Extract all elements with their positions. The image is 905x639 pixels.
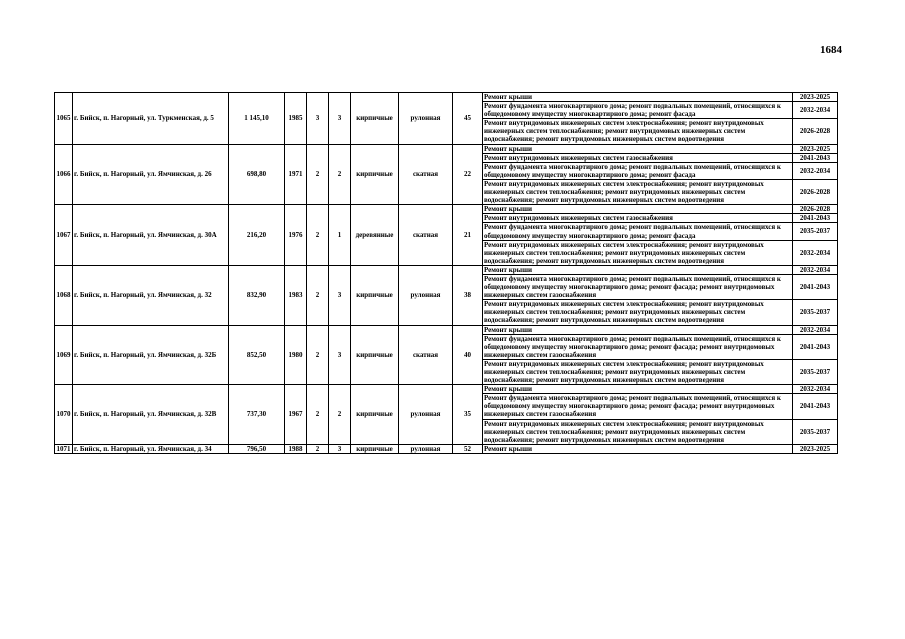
work-period: 2032-2034 <box>793 240 838 265</box>
building-address: г. Бийск, п. Нагорный, ул. Ямчинская, д. 26 <box>73 144 229 205</box>
building-area: 852,50 <box>229 325 285 385</box>
building-roof: рулонная <box>399 93 453 145</box>
building-area: 216,20 <box>229 205 285 266</box>
building-roof: рулонная <box>399 265 453 325</box>
building-entrances: 3 <box>329 444 351 453</box>
work-period: 2041-2043 <box>793 274 838 299</box>
building-area: 737,30 <box>229 385 285 445</box>
work-period: 2032-2034 <box>793 265 838 274</box>
building-apartments: 38 <box>453 265 483 325</box>
building-roof: скатная <box>399 325 453 385</box>
building-apartments: 40 <box>453 325 483 385</box>
building-walls: кирпичные <box>351 385 399 445</box>
table-row <box>55 444 838 453</box>
building-entrances: 1 <box>329 205 351 266</box>
work-description: Ремонт крыши <box>483 205 793 214</box>
page-number: 1684 <box>820 44 842 56</box>
building-entrances: 2 <box>329 385 351 445</box>
table-row <box>55 93 838 102</box>
work-period: 2035-2037 <box>793 223 838 240</box>
building-floors: 2 <box>307 325 329 385</box>
building-area: 1 145,10 <box>229 93 285 145</box>
building-area: 832,90 <box>229 265 285 325</box>
building-address: г. Бийск, п. Нагорный, ул. Ямчинская, д. 34 <box>73 444 229 453</box>
registry-table <box>54 92 838 454</box>
work-description: Ремонт внутридомовых инженерных систем электроснабжения; ремонт внутридомовых инженерных систем теплоснабжения; ремонт внутридомовых инженерных систем водоснабжения; ремонт внутридомовых инженерных систем водоотведения <box>483 119 793 144</box>
building-roof: рулонная <box>399 385 453 445</box>
work-period: 2026-2028 <box>793 179 838 204</box>
work-period: 2032-2034 <box>793 102 838 119</box>
building-floors: 2 <box>307 444 329 453</box>
work-period: 2035-2037 <box>793 300 838 325</box>
building-year: 1967 <box>285 385 307 445</box>
building-number: 1069 <box>55 325 73 385</box>
work-period: 2041-2043 <box>793 334 838 359</box>
work-description: Ремонт фундамента многоквартирного дома; ремонт подвальных помещений, относящихся к общедомовому имуществу многоквартирного дома; ремонт фасада; ремонт внутридомовых инженерных систем газоснабжения <box>483 274 793 299</box>
work-period: 2035-2037 <box>793 359 838 384</box>
building-floors: 2 <box>307 205 329 266</box>
work-description: Ремонт внутридомовых инженерных систем электроснабжения; ремонт внутридомовых инженерных систем теплоснабжения; ремонт внутридомовых инженерных систем водоснабжения; ремонт внутридомовых инженерных систем водоотведения <box>483 300 793 325</box>
building-walls: кирпичные <box>351 325 399 385</box>
work-description: Ремонт фундамента многоквартирного дома; ремонт подвальных помещений, относящихся к общедомовому имуществу многоквартирного дома; ремонт фасада; ремонт внутридомовых инженерных систем газоснабжения <box>483 394 793 419</box>
work-description: Ремонт крыши <box>483 385 793 394</box>
building-number: 1066 <box>55 144 73 205</box>
work-description: Ремонт крыши <box>483 144 793 153</box>
building-number: 1068 <box>55 265 73 325</box>
work-description: Ремонт внутридомовых инженерных систем электроснабжения; ремонт внутридомовых инженерных систем теплоснабжения; ремонт внутридомовых инженерных систем водоснабжения; ремонт внутридомовых инженерных систем водоотведения <box>483 359 793 384</box>
work-period: 2032-2034 <box>793 162 838 179</box>
building-walls: кирпичные <box>351 444 399 453</box>
work-description: Ремонт фундамента многоквартирного дома; ремонт подвальных помещений, относящихся к общедомовому имуществу многоквартирного дома; ремонт фасада <box>483 223 793 240</box>
building-entrances: 3 <box>329 325 351 385</box>
building-roof: скатная <box>399 205 453 266</box>
building-walls: кирпичные <box>351 265 399 325</box>
building-address: г. Бийск, п. Нагорный, ул. Ямчинская, д. 30А <box>73 205 229 266</box>
work-period: 2023-2025 <box>793 444 838 453</box>
work-period: 2032-2034 <box>793 325 838 334</box>
building-entrances: 2 <box>329 144 351 205</box>
work-description: Ремонт внутридомовых инженерных систем электроснабжения; ремонт внутридомовых инженерных систем теплоснабжения; ремонт внутридомовых инженерных систем водоснабжения; ремонт внутридомовых инженерных систем водоотведения <box>483 179 793 204</box>
building-apartments: 52 <box>453 444 483 453</box>
work-description: Ремонт фундамента многоквартирного дома; ремонт подвальных помещений, относящихся к общедомовому имуществу многоквартирного дома; ремонт фасада; ремонт внутридомовых инженерных систем газоснабжения <box>483 334 793 359</box>
building-apartments: 21 <box>453 205 483 266</box>
work-description: Ремонт крыши <box>483 93 793 102</box>
building-address: г. Бийск, п. Нагорный, ул. Туркменская, д. 5 <box>73 93 229 145</box>
building-number: 1067 <box>55 205 73 266</box>
work-description: Ремонт внутридомовых инженерных систем газоснабжения <box>483 214 793 223</box>
building-floors: 2 <box>307 385 329 445</box>
work-period: 2035-2037 <box>793 419 838 444</box>
building-number: 1065 <box>55 93 73 145</box>
work-period: 2026-2028 <box>793 119 838 144</box>
work-description: Ремонт внутридомовых инженерных систем газоснабжения <box>483 153 793 162</box>
building-year: 1971 <box>285 144 307 205</box>
table-row <box>55 265 838 274</box>
building-year: 1983 <box>285 265 307 325</box>
building-address: г. Бийск, п. Нагорный, ул. Ямчинская, д. 32В <box>73 385 229 445</box>
work-period: 2041-2043 <box>793 214 838 223</box>
building-apartments: 45 <box>453 93 483 145</box>
building-address: г. Бийск, п. Нагорный, ул. Ямчинская, д. 32 <box>73 265 229 325</box>
building-walls: кирпичные <box>351 93 399 145</box>
registry-body <box>55 93 838 454</box>
building-number: 1070 <box>55 385 73 445</box>
work-period: 2041-2043 <box>793 394 838 419</box>
building-roof: скатная <box>399 144 453 205</box>
work-period: 2023-2025 <box>793 93 838 102</box>
building-number: 1071 <box>56 444 71 453</box>
building-year: 1985 <box>285 93 307 145</box>
building-year: 1988 <box>285 444 307 453</box>
building-area: 698,80 <box>229 144 285 205</box>
work-period: 2032-2034 <box>793 385 838 394</box>
building-floors: 2 <box>307 144 329 205</box>
building-entrances: 3 <box>329 265 351 325</box>
building-entrances: 3 <box>329 93 351 145</box>
building-year: 1976 <box>285 205 307 266</box>
building-address: г. Бийск, п. Нагорный, ул. Ямчинская, д. 32Б <box>73 325 229 385</box>
table-row <box>55 325 838 334</box>
building-floors: 3 <box>307 93 329 145</box>
building-area: 796,50 <box>229 444 285 453</box>
building-roof: рулонная <box>399 444 453 453</box>
work-description: Ремонт фундамента многоквартирного дома; ремонт подвальных помещений, относящихся к общедомовому имуществу многоквартирного дома; ремонт фасада <box>483 102 793 119</box>
work-period: 2041-2043 <box>793 153 838 162</box>
table-row <box>55 144 838 153</box>
work-description: Ремонт крыши <box>483 444 793 453</box>
table-row <box>55 385 838 394</box>
work-description: Ремонт внутридомовых инженерных систем электроснабжения; ремонт внутридомовых инженерных систем теплоснабжения; ремонт внутридомовых инженерных систем водоснабжения; ремонт внутридомовых инженерных систем водоотведения <box>483 240 793 265</box>
work-period: 2023-2025 <box>793 144 838 153</box>
work-description: Ремонт крыши <box>483 265 793 274</box>
building-apartments: 22 <box>453 144 483 205</box>
work-period: 2026-2028 <box>793 205 838 214</box>
work-description: Ремонт крыши <box>483 325 793 334</box>
building-walls: кирпичные <box>351 144 399 205</box>
building-walls: деревянные <box>351 205 399 266</box>
building-apartments: 35 <box>453 385 483 445</box>
building-floors: 2 <box>307 265 329 325</box>
work-description: Ремонт фундамента многоквартирного дома; ремонт подвальных помещений, относящихся к общедомовому имуществу многоквартирного дома; ремонт фасада <box>483 162 793 179</box>
table-row <box>55 205 838 214</box>
work-description: Ремонт внутридомовых инженерных систем электроснабжения; ремонт внутридомовых инженерных систем теплоснабжения; ремонт внутридомовых инженерных систем водоснабжения; ремонт внутридомовых инженерных систем водоотведения <box>483 419 793 444</box>
building-year: 1980 <box>285 325 307 385</box>
